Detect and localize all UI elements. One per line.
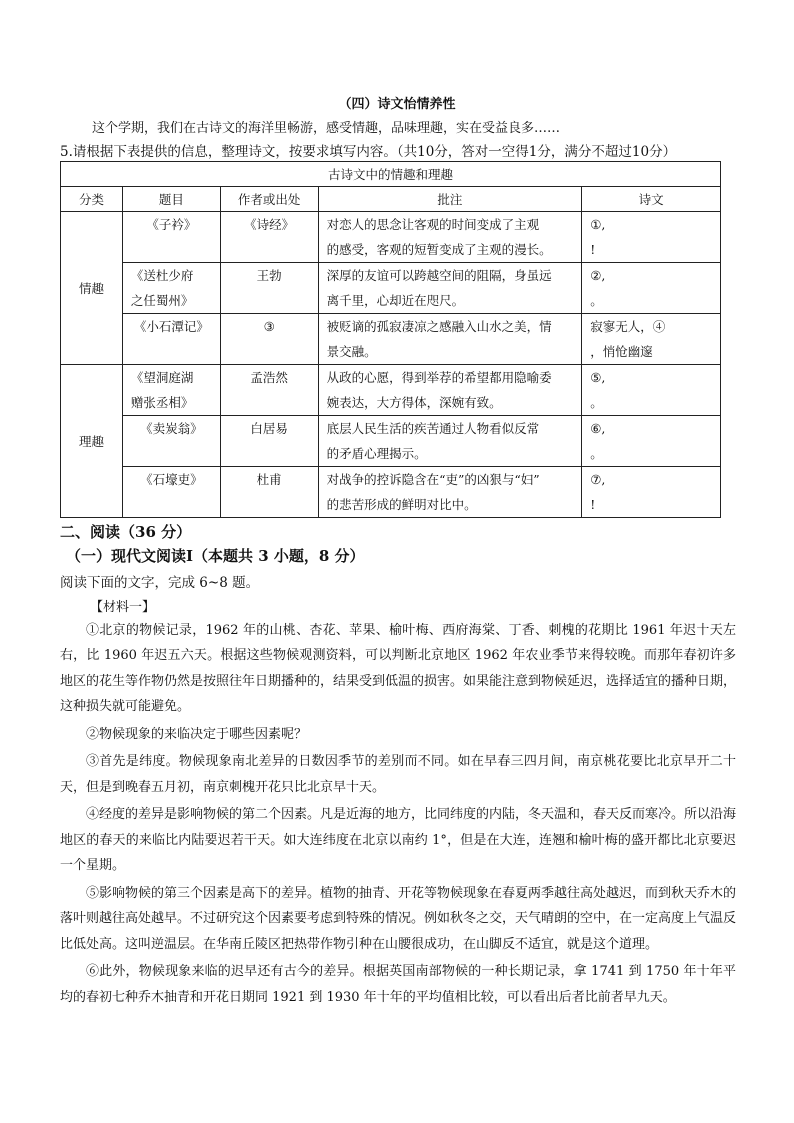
reading-heading: 二、阅读（36 分） bbox=[60, 523, 192, 541]
table-row bbox=[61, 314, 721, 365]
section-title: （四）诗文怡情养性 bbox=[338, 97, 456, 112]
intro-text: 这个学期，我们在古诗文的海洋里畅游，感受情趣，品味理趣，实在受益良多…… bbox=[92, 121, 561, 136]
author-cell: 孟浩然 bbox=[220, 365, 318, 416]
author-cell: ③ bbox=[220, 314, 318, 365]
note-cell: 对战争的控诉隐含在“吏”的凶狠与“妇” 的悲苦形成的鲜明对比中。 bbox=[318, 467, 582, 518]
paragraph: ②物候现象的来临决定于哪些因素呢？ bbox=[86, 726, 308, 742]
poem-blank-cell: ⑤, 。 bbox=[582, 365, 721, 416]
table-row bbox=[61, 212, 721, 263]
category-cell: 理趣 bbox=[61, 365, 123, 518]
question-5: 5.请根据下表提供的信息，整理诗文，按要求填写内容。（共10分，答对一空得1分，满分不超过10分） bbox=[60, 144, 677, 160]
header-poem: 诗文 bbox=[582, 187, 721, 212]
author-cell: 《诗经》 bbox=[220, 212, 318, 263]
reading-instruction: 阅读下面的文字，完成 6~8 题。 bbox=[60, 575, 260, 591]
table-caption: 古诗文中的情趣和理趣 bbox=[61, 162, 721, 187]
paragraph: ③首先是纬度。物候现象南北差异的日数因季节的差别而不同。如在早春三四月间，南京桃花要比北京早开二十天，但是到晚春五月初，南京刺槐开花只比北京早十天。 bbox=[60, 754, 736, 795]
author-cell: 王勃 bbox=[220, 263, 318, 314]
table-row bbox=[61, 263, 721, 314]
author-cell: 杜甫 bbox=[220, 467, 318, 518]
paragraph: ①北京的物候记录，1962 年的山桃、杏花、苹果、榆叶梅、西府海棠、丁香、刺槐的花期比 1961 年迟十天左右，比 1960 年迟五六天。根据这些物候观测资料，可以判断北京地区 1962 年农业季节来得较晚。而那年春初许多地区的花生等作物仍然是按照往年日期播种的，结果受到低温的损害。如果能注意到物候延迟，选择适宜的播种日期，这种损失就可能避免。 bbox=[60, 623, 737, 715]
poem-blank-cell: 寂寥无人，④ ，悄怆幽邃 bbox=[582, 314, 721, 365]
paragraph: ⑤影响物候的第三个因素是高下的差异。植物的抽青、开花等物候现象在春夏两季越往高处越迟，而到秋天乔木的落叶则越往高处越早。不过研究这个因素要考虑到特殊的情况。例如秋冬之交，天气晴朗的空中，在一定高度上气温反比低处高。这叫逆温层。在华南丘陵区把热带作物引种在山腰很成功，在山脚反不适宜，就是这个道理。 bbox=[60, 885, 737, 952]
note-cell: 底层人民生活的疾苦通过人物看似反常 的矛盾心理揭示。 bbox=[318, 416, 582, 467]
paragraph: ④经度的差异是影响物候的第二个因素。凡是近海的地方，比同纬度的内陆，冬天温和，春天反而寒冷。所以沿海地区的春天的来临比内陆要迟若干天。如大连纬度在北京以南约 1°，但是在大连，连翘和榆叶梅的盛开都比北京要迟一个星期。 bbox=[60, 807, 737, 874]
table-row bbox=[61, 365, 721, 416]
poetry-table bbox=[60, 161, 721, 518]
note-cell: 深厚的友谊可以跨越空间的阻隔，身虽远 离千里，心却近在咫尺。 bbox=[318, 263, 582, 314]
title-cell: 《望洞庭湖 赠张丞相》 bbox=[122, 365, 220, 416]
note-cell: 从政的心愿，得到举荐的希望都用隐喻委 婉表达，大方得体，深婉有致。 bbox=[318, 365, 582, 416]
material-label: 【材料一】 bbox=[90, 600, 156, 615]
title-cell: 《小石潭记》 bbox=[122, 314, 220, 365]
header-note: 批注 bbox=[318, 187, 582, 212]
author-cell: 白居易 bbox=[220, 416, 318, 467]
header-title: 题目 bbox=[122, 187, 220, 212]
poem-blank-cell: ⑥, 。 bbox=[582, 416, 721, 467]
title-cell: 《石壕吏》 bbox=[122, 467, 220, 518]
poem-blank-cell: ①, ! bbox=[582, 212, 721, 263]
table-row bbox=[61, 467, 721, 518]
category-cell: 情趣 bbox=[61, 212, 123, 365]
title-cell: 《送杜少府 之任蜀州》 bbox=[122, 263, 220, 314]
reading-subheading: （一）现代文阅读Ⅰ（本题共 3 小题，8 分） bbox=[66, 547, 365, 565]
material-body bbox=[60, 618, 736, 1012]
header-author: 作者或出处 bbox=[220, 187, 318, 212]
header-category: 分类 bbox=[61, 187, 123, 212]
note-cell: 对恋人的思念让客观的时间变成了主观 的感受，客观的短暂变成了主观的漫长。 bbox=[318, 212, 582, 263]
title-cell: 《卖炭翁》 bbox=[122, 416, 220, 467]
title-cell: 《子衿》 bbox=[122, 212, 220, 263]
paragraph: ⑥此外，物候现象来临的迟早还有古今的差异。根据英国南部物候的一种长期记录，拿 1741 到 1750 年十年平均的春初七种乔木抽青和开花日期同 1921 到 1930 年十年的平均值相比较，可以看出后者比前者早九天。 bbox=[60, 964, 736, 1005]
poem-blank-cell: ②, 。 bbox=[582, 263, 721, 314]
poem-blank-cell: ⑦, ! bbox=[582, 467, 721, 518]
note-cell: 被贬谪的孤寂凄凉之感融入山水之美，情 景交融。 bbox=[318, 314, 582, 365]
table-row bbox=[61, 416, 721, 467]
